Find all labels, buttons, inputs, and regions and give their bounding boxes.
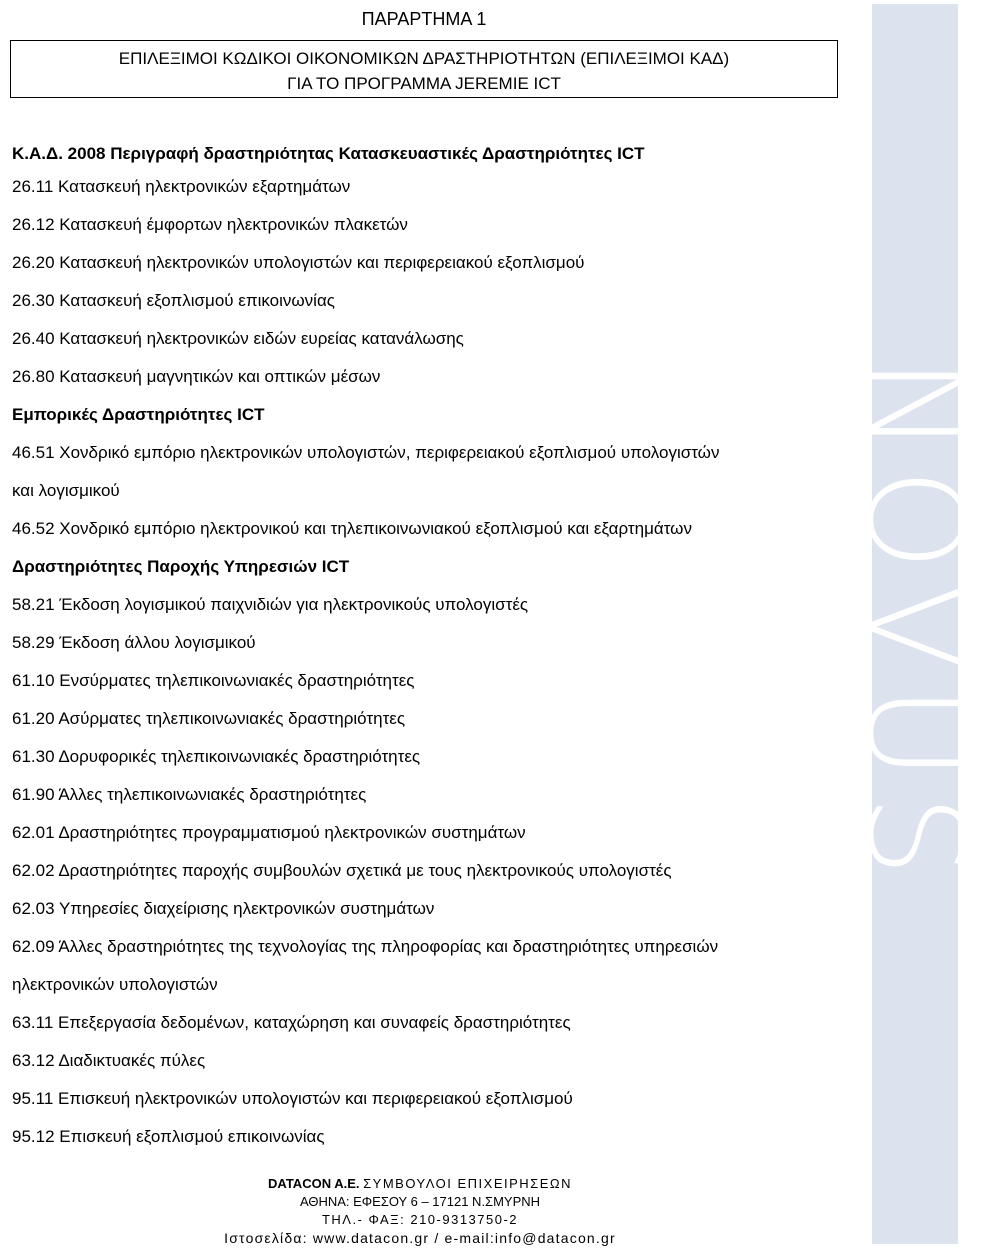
list-item: 62.02 Δραστηριότητες παροχής συμβουλών σχετικά με τους ηλεκτρονικούς υπολογιστές xyxy=(12,861,672,880)
list-item: 26.40 Κατασκευή ηλεκτρονικών ειδών ευρείας κατανάλωσης xyxy=(12,329,464,348)
section-heading-services: Δραστηριότητες Παροχής Υπηρεσιών ICT xyxy=(12,557,350,576)
list-item: 26.80 Κατασκευή μαγνητικών και οπτικών μέσων xyxy=(12,367,381,386)
brand-watermark-logo: NOVUS xyxy=(839,357,991,891)
list-item: 62.03 Υπηρεσίες διαχείρισης ηλεκτρονικών συστημάτων xyxy=(12,899,435,918)
list-item: 95.12 Επισκευή εξοπλισμού επικοινωνίας xyxy=(12,1127,325,1146)
footer-company-tag: ΣΥΜΒΟΥΛΟΙ ΕΠΙΧΕΙΡΗΣΕΩΝ xyxy=(363,1176,572,1191)
list-item: 46.51 Χονδρικό εμπόριο ηλεκτρονικών υπολογιστών, περιφερειακού εξοπλισμού υπολογιστών xyxy=(12,443,720,462)
brand-watermark-strip xyxy=(839,4,991,1244)
section-heading-manufacturing: Κ.Α.Δ. 2008 Περιγραφή δραστηριότητας Κατασκευαστικές Δραστηριότητες ICT xyxy=(12,144,645,163)
list-item: 95.11 Επισκευή ηλεκτρονικών υπολογιστών και περιφερειακού εξοπλισμού xyxy=(12,1089,573,1108)
list-item: 61.10 Ενσύρματες τηλεπικοινωνιακές δραστηριότητες xyxy=(12,671,415,690)
footer-company-line xyxy=(150,1175,690,1193)
list-item: 46.52 Χονδρικό εμπόριο ηλεκτρονικού και τηλεπικοινωνιακού εξοπλισμού και εξαρτημάτων xyxy=(12,519,692,538)
title-box xyxy=(10,40,838,98)
footer-website: Ιστοσελίδα: www.datacon.gr / e-mail:info@datacon.gr xyxy=(224,1230,616,1246)
list-item: 61.30 Δορυφορικές τηλεπικοινωνιακές δραστηριότητες xyxy=(12,747,421,766)
annex-title: ΠΑΡΑΡΤΗΜΑ 1 xyxy=(361,9,487,29)
title-line-1: ΕΠΙΛΕΞΙΜΟΙ ΚΩΔΙΚΟΙ ΟΙΚΟΝΟΜΙΚΩΝ ΔΡΑΣΤΗΡΙΟΤΗΤΩΝ (ΕΠΙΛΕΞΙΜΟΙ ΚΑΔ) xyxy=(118,49,730,68)
list-item: 26.12 Κατασκευή έμφορτων ηλεκτρονικών πλακετών xyxy=(12,215,408,234)
list-item: 63.11 Επεξεργασία δεδομένων, καταχώρηση και συναφείς δραστηριότητες xyxy=(12,1013,571,1032)
title-line-2: ΓΙΑ ΤΟ ΠΡΟΓΡΑΜΜΑ JEREMIE ICT xyxy=(287,74,561,93)
list-item: 58.21 Έκδοση λογισμικού παιχνιδιών για ηλεκτρονικούς υπολογιστές xyxy=(12,595,529,614)
list-item-continuation: και λογισμικού xyxy=(12,481,120,500)
list-item: 61.90 Άλλες τηλεπικοινωνιακές δραστηριότητες xyxy=(12,785,367,804)
section-heading-commerce: Εμπορικές Δραστηριότητες ICT xyxy=(12,405,265,424)
activity-code-list xyxy=(12,140,842,1156)
footer-company: DATACON A.E. xyxy=(268,1176,360,1191)
list-item: 61.20 Ασύρματες τηλεπικοινωνιακές δραστηριότητες xyxy=(12,709,406,728)
list-item: 26.20 Κατασκευή ηλεκτρονικών υπολογιστών και περιφερειακού εξοπλισμού xyxy=(12,253,585,272)
list-item-continuation: ηλεκτρονικών υπολογιστών xyxy=(12,975,218,994)
list-item: 26.30 Κατασκευή εξοπλισμού επικοινωνίας xyxy=(12,291,335,310)
list-item: 26.11 Κατασκευή ηλεκτρονικών εξαρτημάτων xyxy=(12,177,351,196)
list-item: 58.29 Έκδοση άλλου λογισμικού xyxy=(12,633,256,652)
list-item: 63.12 Διαδικτυακές πύλες xyxy=(12,1051,206,1070)
footer-address: ΑΘΗΝΑ: ΕΦΕΣΟΥ 6 – 17121 Ν.ΣΜΥΡΝΗ xyxy=(299,1194,541,1209)
list-item: 62.09 Άλλες δραστηριότητες της τεχνολογίας της πληροφορίας και δραστηριότητες υπηρεσιών xyxy=(12,937,719,956)
footer xyxy=(150,1175,690,1247)
footer-phone: ΤΗΛ.- ΦΑΞ: 210-9313750-2 xyxy=(321,1212,519,1227)
list-item: 62.01 Δραστηριότητες προγραμματισμού ηλεκτρονικών συστημάτων xyxy=(12,823,526,842)
